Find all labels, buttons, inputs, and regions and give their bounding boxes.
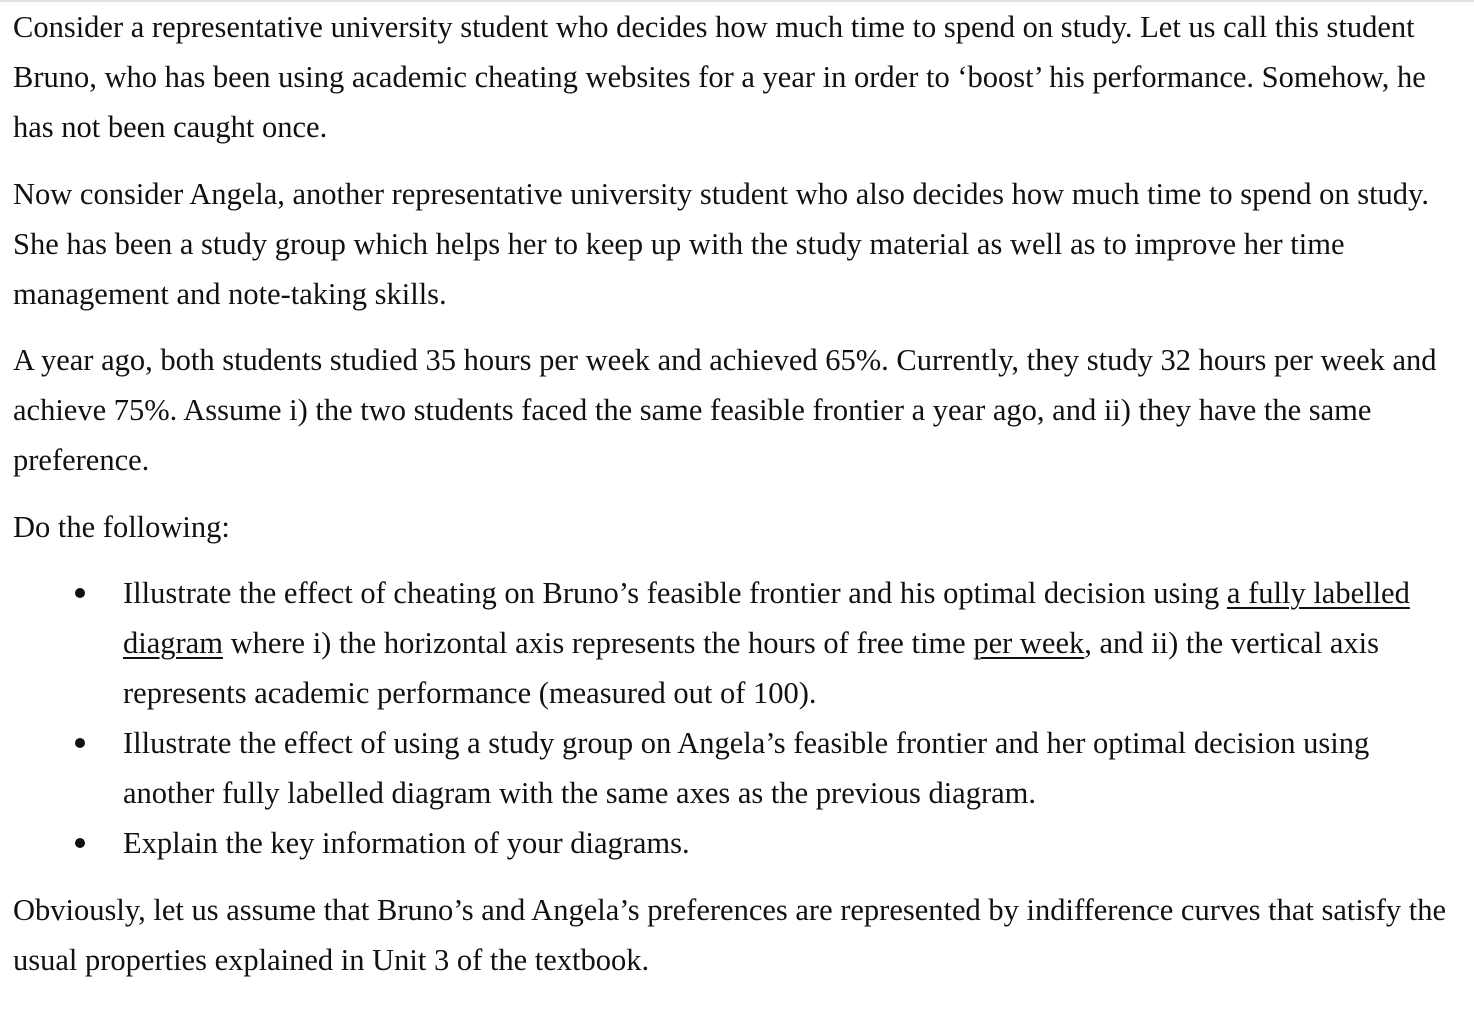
task-item-explain: Explain the key information of your diagrams.: [123, 818, 1453, 868]
underlined-phrase: per week: [973, 626, 1085, 660]
paragraph-assumptions: A year ago, both students studied 35 hours per week and achieved 65%. Currently, they study 32 hours per week and achieve 75%. Assume i) the two students faced the same feasible frontier a year ago, and ii) they have the same preference.: [13, 343, 1437, 477]
task-list: [13, 568, 1453, 868]
paragraph-preferences: Obviously, let us assume that Bruno’s and Angela’s preferences are represented by indifference curves that satisfy the usual properties explained in Unit 3 of the textbook.: [13, 892, 1447, 977]
paragraph-angela-intro: Now consider Angela, another representative university student who also decides how much time to spend on study. She has been a study group which helps her to keep up with the study material as well as to improve her time management and note-taking skills.: [13, 176, 1429, 311]
task-text: , and ii) the vertical axis represents academic performance (measured out of 100).: [123, 626, 1379, 710]
task-text: Illustrate the effect of cheating on Bruno’s feasible frontier and his optimal decision using: [123, 576, 1227, 610]
task-text: where i) the horizontal axis represents the hours of free time: [222, 626, 974, 660]
underlined-phrase: a fully labelled diagram: [123, 576, 1410, 660]
document-body: [13, 2, 1453, 1001]
task-item-bruno-diagram: [123, 568, 1453, 718]
paragraph-instructions: Do the following:: [13, 509, 230, 544]
paragraph-bruno-intro: Consider a representative university student who decides how much time to spend on study. Let us call this student Bruno, who has been using academic cheating websites for a year in order to ‘boost’ his performance. Somehow, he has not been caught once.: [13, 10, 1426, 144]
task-item-angela-diagram: Illustrate the effect of using a study group on Angela’s feasible frontier and her optimal decision using another fully labelled diagram with the same axes as the previous diagram.: [123, 718, 1453, 818]
